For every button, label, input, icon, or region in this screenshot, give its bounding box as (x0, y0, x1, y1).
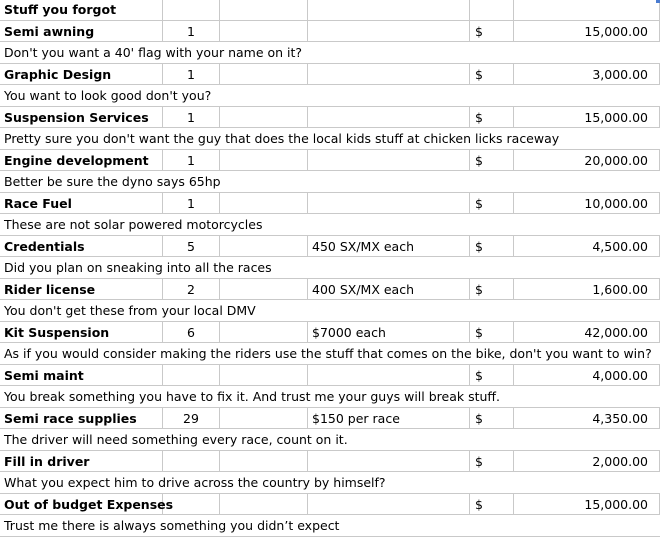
description-row (0, 85, 660, 107)
note-cell[interactable]: $7000 each (308, 322, 470, 343)
quantity-cell[interactable]: 5 (163, 236, 220, 257)
amount-cell[interactable]: 4,500.00 (514, 236, 660, 257)
description-row (0, 515, 660, 537)
currency-cell[interactable]: $ (470, 150, 514, 171)
empty-cell[interactable] (220, 21, 308, 42)
empty-cell[interactable] (220, 365, 308, 386)
table-row (0, 451, 660, 473)
currency-cell[interactable]: $ (470, 494, 514, 515)
empty-cell[interactable] (470, 0, 514, 20)
table-row (0, 494, 660, 516)
amount-cell[interactable]: 15,000.00 (514, 21, 660, 42)
note-cell[interactable] (308, 64, 470, 85)
amount-cell[interactable]: 4,350.00 (514, 408, 660, 429)
note-cell[interactable] (308, 150, 470, 171)
table-row (0, 236, 660, 258)
quantity-cell[interactable] (163, 451, 220, 472)
item-name-cell[interactable]: Semi awning (0, 21, 163, 42)
item-name-cell[interactable]: Race Fuel (0, 193, 163, 214)
quantity-cell[interactable] (163, 494, 220, 515)
empty-cell[interactable] (220, 64, 308, 85)
amount-cell[interactable]: 2,000.00 (514, 451, 660, 472)
empty-cell[interactable] (220, 279, 308, 300)
description-cell[interactable]: Trust me there is always something you didn’t expect (4, 518, 340, 533)
empty-cell[interactable] (220, 150, 308, 171)
item-name-cell[interactable]: Out of budget Expenses (0, 494, 163, 515)
cell-selection-handle[interactable] (656, 0, 660, 3)
section-title-cell[interactable]: Stuff you forgot (0, 0, 163, 20)
item-name-cell[interactable]: Semi race supplies (0, 408, 163, 429)
quantity-cell[interactable]: 1 (163, 21, 220, 42)
empty-cell[interactable] (514, 0, 660, 20)
note-cell[interactable] (308, 451, 470, 472)
amount-cell[interactable]: 4,000.00 (514, 365, 660, 386)
note-cell[interactable] (308, 21, 470, 42)
description-cell[interactable]: Did you plan on sneaking into all the races (4, 260, 272, 275)
quantity-cell[interactable]: 1 (163, 107, 220, 128)
currency-cell[interactable]: $ (470, 408, 514, 429)
description-cell[interactable]: As if you would consider making the riders use the stuff that comes on the bike, don't you want to win? (4, 346, 652, 361)
empty-cell[interactable] (220, 236, 308, 257)
item-name-cell[interactable]: Kit Suspension (0, 322, 163, 343)
empty-cell[interactable] (220, 451, 308, 472)
description-cell[interactable]: What you expect him to drive across the country by himself? (4, 475, 386, 490)
table-row (0, 21, 660, 43)
empty-cell[interactable] (220, 322, 308, 343)
empty-cell[interactable] (220, 494, 308, 515)
description-row (0, 429, 660, 451)
currency-cell[interactable]: $ (470, 279, 514, 300)
table-row (0, 107, 660, 129)
description-cell[interactable]: The driver will need something every race, count on it. (4, 432, 348, 447)
description-row (0, 214, 660, 236)
description-cell[interactable]: Better be sure the dyno says 65hp (4, 174, 221, 189)
currency-cell[interactable]: $ (470, 64, 514, 85)
quantity-cell[interactable]: 29 (163, 408, 220, 429)
description-cell[interactable]: Pretty sure you don't want the guy that does the local kids stuff at chicken licks raceway (4, 131, 560, 146)
table-row (0, 365, 660, 387)
note-cell[interactable]: 450 SX/MX each (308, 236, 470, 257)
table-row (0, 64, 660, 86)
table-row (0, 150, 660, 172)
empty-cell[interactable] (308, 0, 470, 20)
description-row (0, 386, 660, 408)
header-row (0, 0, 660, 21)
item-name-cell[interactable]: Graphic Design (0, 64, 163, 85)
amount-cell[interactable]: 10,000.00 (514, 193, 660, 214)
empty-cell[interactable] (163, 0, 220, 20)
table-row (0, 279, 660, 301)
description-row (0, 42, 660, 64)
quantity-cell[interactable]: 2 (163, 279, 220, 300)
description-row (0, 472, 660, 494)
empty-cell[interactable] (220, 193, 308, 214)
description-row (0, 300, 660, 322)
item-name-cell[interactable]: Engine development (0, 150, 163, 171)
description-cell[interactable]: You want to look good don't you? (4, 88, 212, 103)
amount-cell[interactable]: 15,000.00 (514, 494, 660, 515)
description-row (0, 171, 660, 193)
note-cell[interactable]: 400 SX/MX each (308, 279, 470, 300)
empty-cell[interactable] (220, 408, 308, 429)
note-cell[interactable] (308, 193, 470, 214)
item-name-cell[interactable]: Fill in driver (0, 451, 163, 472)
description-cell[interactable]: You don't get these from your local DMV (4, 303, 256, 318)
currency-cell[interactable]: $ (470, 193, 514, 214)
note-cell[interactable] (308, 107, 470, 128)
table-row (0, 322, 660, 344)
item-name-cell[interactable]: Semi maint (0, 365, 163, 386)
currency-cell[interactable]: $ (470, 236, 514, 257)
quantity-cell[interactable]: 1 (163, 193, 220, 214)
description-row (0, 343, 660, 365)
currency-cell[interactable]: $ (470, 107, 514, 128)
quantity-cell[interactable]: 1 (163, 64, 220, 85)
currency-cell[interactable]: $ (470, 322, 514, 343)
description-row (0, 257, 660, 279)
description-row (0, 128, 660, 150)
empty-cell[interactable] (220, 0, 308, 20)
note-cell[interactable] (308, 365, 470, 386)
quantity-cell[interactable]: 6 (163, 322, 220, 343)
description-cell[interactable]: Don't you want a 40' flag with your name on it? (4, 45, 303, 60)
quantity-cell[interactable]: 1 (163, 150, 220, 171)
quantity-cell[interactable] (163, 365, 220, 386)
amount-cell[interactable]: 20,000.00 (514, 150, 660, 171)
description-cell[interactable]: These are not solar powered motorcycles (4, 217, 263, 232)
item-name-cell[interactable]: Credentials (0, 236, 163, 257)
amount-cell[interactable]: 42,000.00 (514, 322, 660, 343)
note-cell[interactable]: $150 per race (308, 408, 470, 429)
table-row (0, 193, 660, 215)
amount-cell[interactable]: 1,600.00 (514, 279, 660, 300)
rows-container (0, 21, 660, 537)
table-row (0, 408, 660, 430)
item-name-cell[interactable]: Suspension Services (0, 107, 163, 128)
amount-cell[interactable]: 15,000.00 (514, 107, 660, 128)
currency-cell[interactable]: $ (470, 21, 514, 42)
note-cell[interactable] (308, 494, 470, 515)
currency-cell[interactable]: $ (470, 451, 514, 472)
amount-cell[interactable]: 3,000.00 (514, 64, 660, 85)
empty-cell[interactable] (220, 107, 308, 128)
description-cell[interactable]: You break something you have to fix it. And trust me your guys will break stuff. (4, 389, 500, 404)
item-name-cell[interactable]: Rider license (0, 279, 163, 300)
currency-cell[interactable]: $ (470, 365, 514, 386)
